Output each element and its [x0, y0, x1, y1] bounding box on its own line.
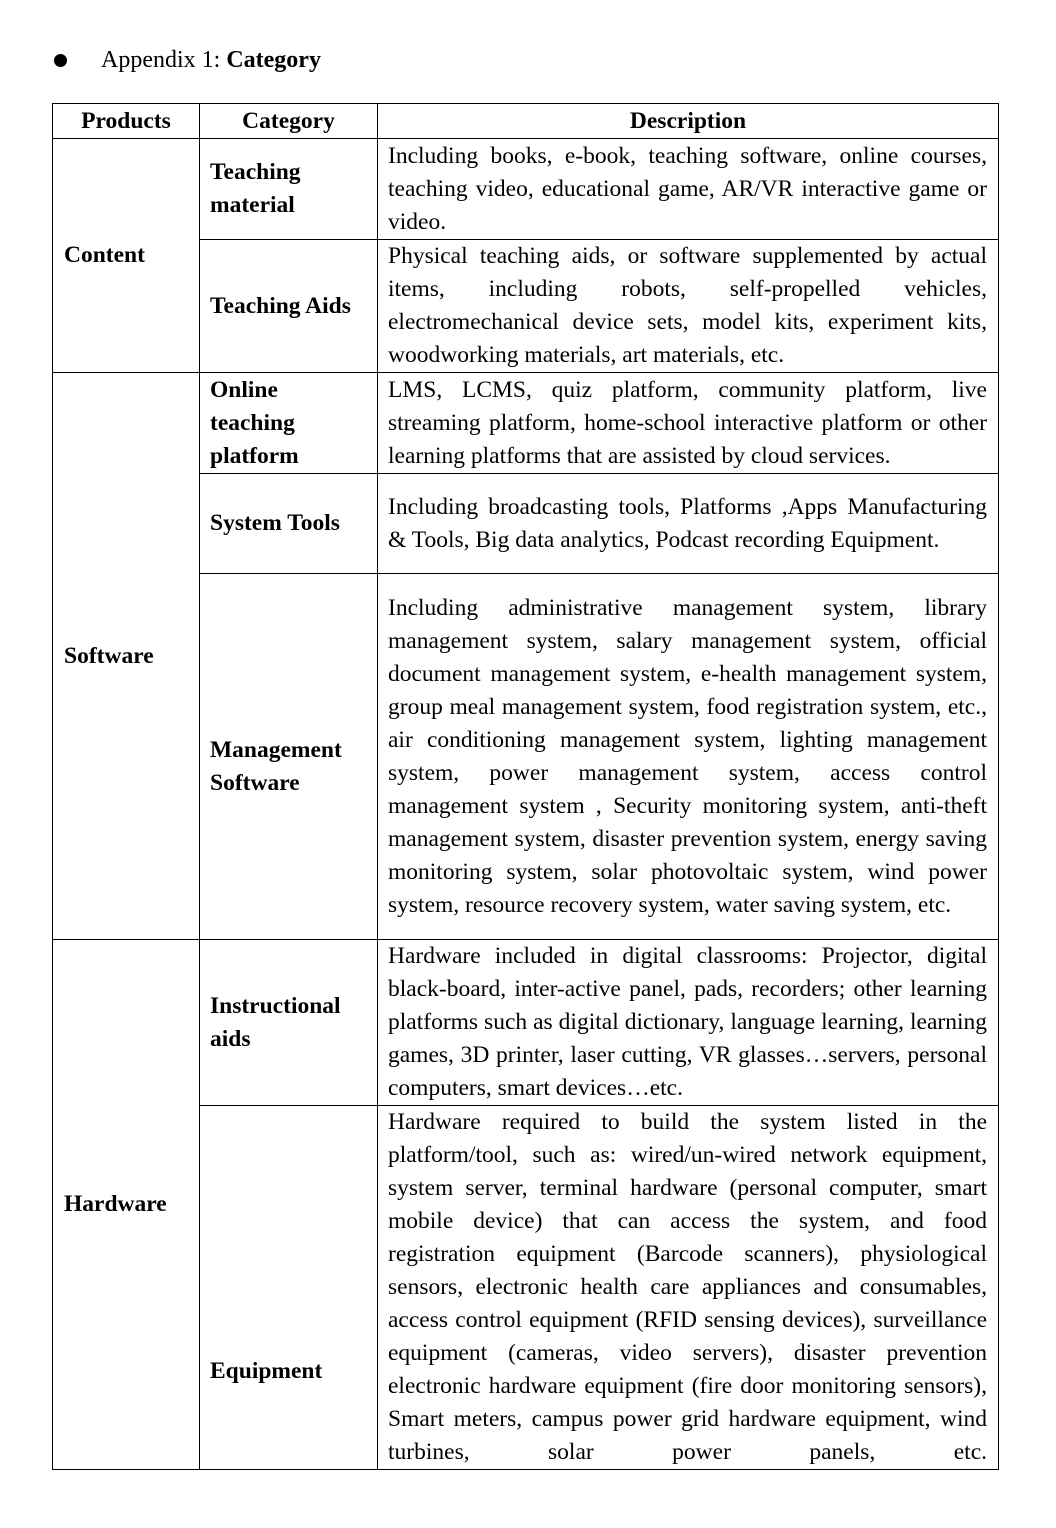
category-cell: Equipment — [200, 1106, 378, 1470]
description-cell: LMS, LCMS, quiz platform, community platform, live streaming platform, home-school interactive platform or other learning platforms that are assisted by cloud services. — [378, 373, 999, 474]
category-cell: System Tools — [200, 474, 378, 574]
product-content: Content — [53, 139, 200, 373]
description-cell: Including books, e-book, teaching software, online courses, teaching video, educational game, AR/VR interactive game or video. — [378, 139, 999, 240]
table-row — [53, 373, 999, 474]
product-software: Software — [53, 373, 200, 940]
category-table — [52, 103, 999, 1470]
category-cell: Teaching material — [200, 139, 378, 240]
product-hardware: Hardware — [53, 940, 200, 1470]
header-category: Category — [200, 104, 378, 139]
header-products: Products — [53, 104, 200, 139]
description-cell: Including administrative management system, library management system, salary management system, official document management system, e-health management system, group meal management system, food registration system, etc., air conditioning management system, lighting management system, power management system, access control management system , Security monitoring system, anti-theft management system, disaster prevention system, energy saving monitoring system, solar photovoltaic system, wind power system, resource recovery system, water saving system, etc. — [378, 574, 999, 940]
appendix-heading — [54, 44, 321, 76]
category-cell: Online teaching platform — [200, 373, 378, 474]
description-cell: Hardware required to build the system listed in the platform/tool, such as: wired/un-wired network equipment, system server, terminal hardware (personal computer, smart mobile device) that can access the system, and food registration equipment (Barcode scanners), physiological sensors, electronic health care appliances and consumables, access control equipment (RFID sensing devices), surveillance equipment (cameras, video servers), disaster prevention electronic hardware equipment (fire door monitoring sensors), Smart meters, campus power grid hardware equipment, wind turbines, solar power panels, etc. — [378, 1106, 999, 1470]
category-cell: Management Software — [200, 574, 378, 940]
category-cell: Instructional aids — [200, 940, 378, 1106]
table-header-row — [53, 104, 999, 139]
description-cell: Hardware included in digital classrooms: Projector, digital black-board, inter-active panel, pads, recorders; other learning platforms such as digital dictionary, language learning, learning games, 3D printer, laser cutting, VR glasses…servers, personal computers, smart devices…etc. — [378, 940, 999, 1106]
table-row — [53, 940, 999, 1106]
description-cell: Including broadcasting tools, Platforms ,Apps Manufacturing & Tools, Big data analytics, Podcast recording Equipment. — [378, 474, 999, 574]
category-cell: Teaching Aids — [200, 240, 378, 373]
table-row — [53, 139, 999, 240]
bullet-icon — [54, 54, 67, 67]
description-cell: Physical teaching aids, or software supplemented by actual items, including robots, self-propelled vehicles, electromechanical device sets, model kits, experiment kits, woodworking materials, art materials, etc. — [378, 240, 999, 373]
header-description: Description — [378, 104, 999, 139]
heading-prefix: Appendix 1: — [101, 46, 227, 73]
heading-title: Category — [226, 46, 321, 73]
